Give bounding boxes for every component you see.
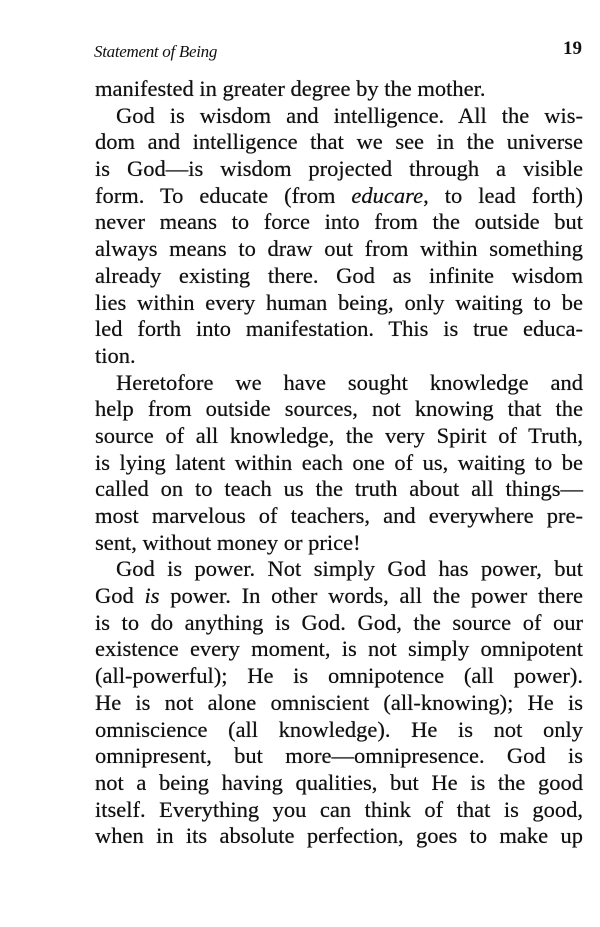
running-title: Statement of Being [94, 42, 218, 61]
text-span: always means to draw out from within something [95, 236, 583, 262]
text-span: God [95, 583, 145, 609]
text-span: tion. [95, 342, 136, 368]
text-line [95, 129, 583, 156]
text-line [95, 823, 583, 850]
text-line [95, 476, 583, 503]
text-line [95, 503, 583, 530]
text-span: omniscience (all knowledge). He is not only [95, 716, 583, 742]
text-span: form. To educate (from [95, 182, 352, 208]
text-line [95, 690, 583, 717]
text-line [95, 717, 583, 744]
text-line [95, 423, 583, 450]
text-span: most marvelous of teachers, and everywhere pre- [95, 503, 583, 528]
text-line [95, 556, 583, 583]
text-line [95, 316, 583, 343]
text-line [95, 290, 583, 317]
text-line [95, 770, 583, 797]
text-line [95, 450, 583, 477]
text-line [95, 663, 583, 690]
text-line [95, 583, 583, 610]
text-span: lies within every human being, only waiting to be [95, 289, 583, 315]
text-span: , to lead forth) [423, 182, 583, 208]
text-line [95, 530, 583, 557]
text-span: when in its absolute perfection, goes to make up [95, 823, 583, 849]
text-span: Heretofore we have sought knowledge and [116, 369, 583, 395]
text-line [95, 103, 583, 130]
text-line [95, 610, 583, 637]
text-span: He is not alone omniscient (all-knowing); He is [95, 689, 583, 715]
text-span: God is power. Not simply God has power, but [116, 556, 583, 582]
text-line [95, 743, 583, 770]
text-span: itself. Everything you can think of that is good, [95, 796, 583, 822]
text-span: help from outside sources, not knowing that the [95, 396, 583, 422]
text-line [95, 183, 583, 210]
text-line [95, 370, 583, 397]
text-span: source of all knowledge, the very Spirit of Truth, [95, 422, 583, 448]
page-header [94, 38, 582, 66]
text-line [95, 236, 583, 263]
text-span: is lying latent within each one of us, waiting to be [95, 449, 583, 475]
text-line [95, 263, 583, 290]
text-span: omnipresent, but more—omnipresence. God is [95, 743, 583, 769]
text-span: is God—is wisdom projected through a visible [95, 156, 583, 182]
text-span: God is wisdom and intelligence. All the wis- [116, 102, 583, 128]
text-line [95, 636, 583, 663]
text-span: called on to teach us the truth about all things— [95, 476, 583, 502]
text-line [95, 156, 583, 183]
page-number: 19 [563, 38, 582, 59]
italic-text-span: is [144, 583, 160, 609]
text-line [95, 396, 583, 423]
text-span: already existing there. God as infinite wisdom [95, 262, 583, 288]
text-span: dom and intelligence that we see in the universe [95, 129, 583, 155]
text-line [95, 76, 583, 103]
text-span: power. In other words, all the power there [159, 583, 583, 609]
text-span: led forth into manifestation. This is true educa- [95, 316, 583, 342]
text-line [95, 343, 583, 370]
italic-text-span: educare [351, 182, 424, 208]
text-span: sent, without money or price! [95, 529, 361, 555]
text-span: manifested in greater degree by the mother. [95, 76, 486, 101]
text-line [95, 797, 583, 824]
text-line [95, 209, 583, 236]
body-text [95, 76, 583, 850]
text-span: not a being having qualities, but He is the good [95, 769, 583, 795]
text-span: (all-powerful); He is omnipotence (all power). [95, 663, 583, 689]
text-span: existence every moment, is not simply omnipotent [95, 636, 583, 662]
text-span: never means to force into from the outside but [95, 209, 583, 235]
text-span: is to do anything is God. God, the source of our [95, 609, 583, 635]
